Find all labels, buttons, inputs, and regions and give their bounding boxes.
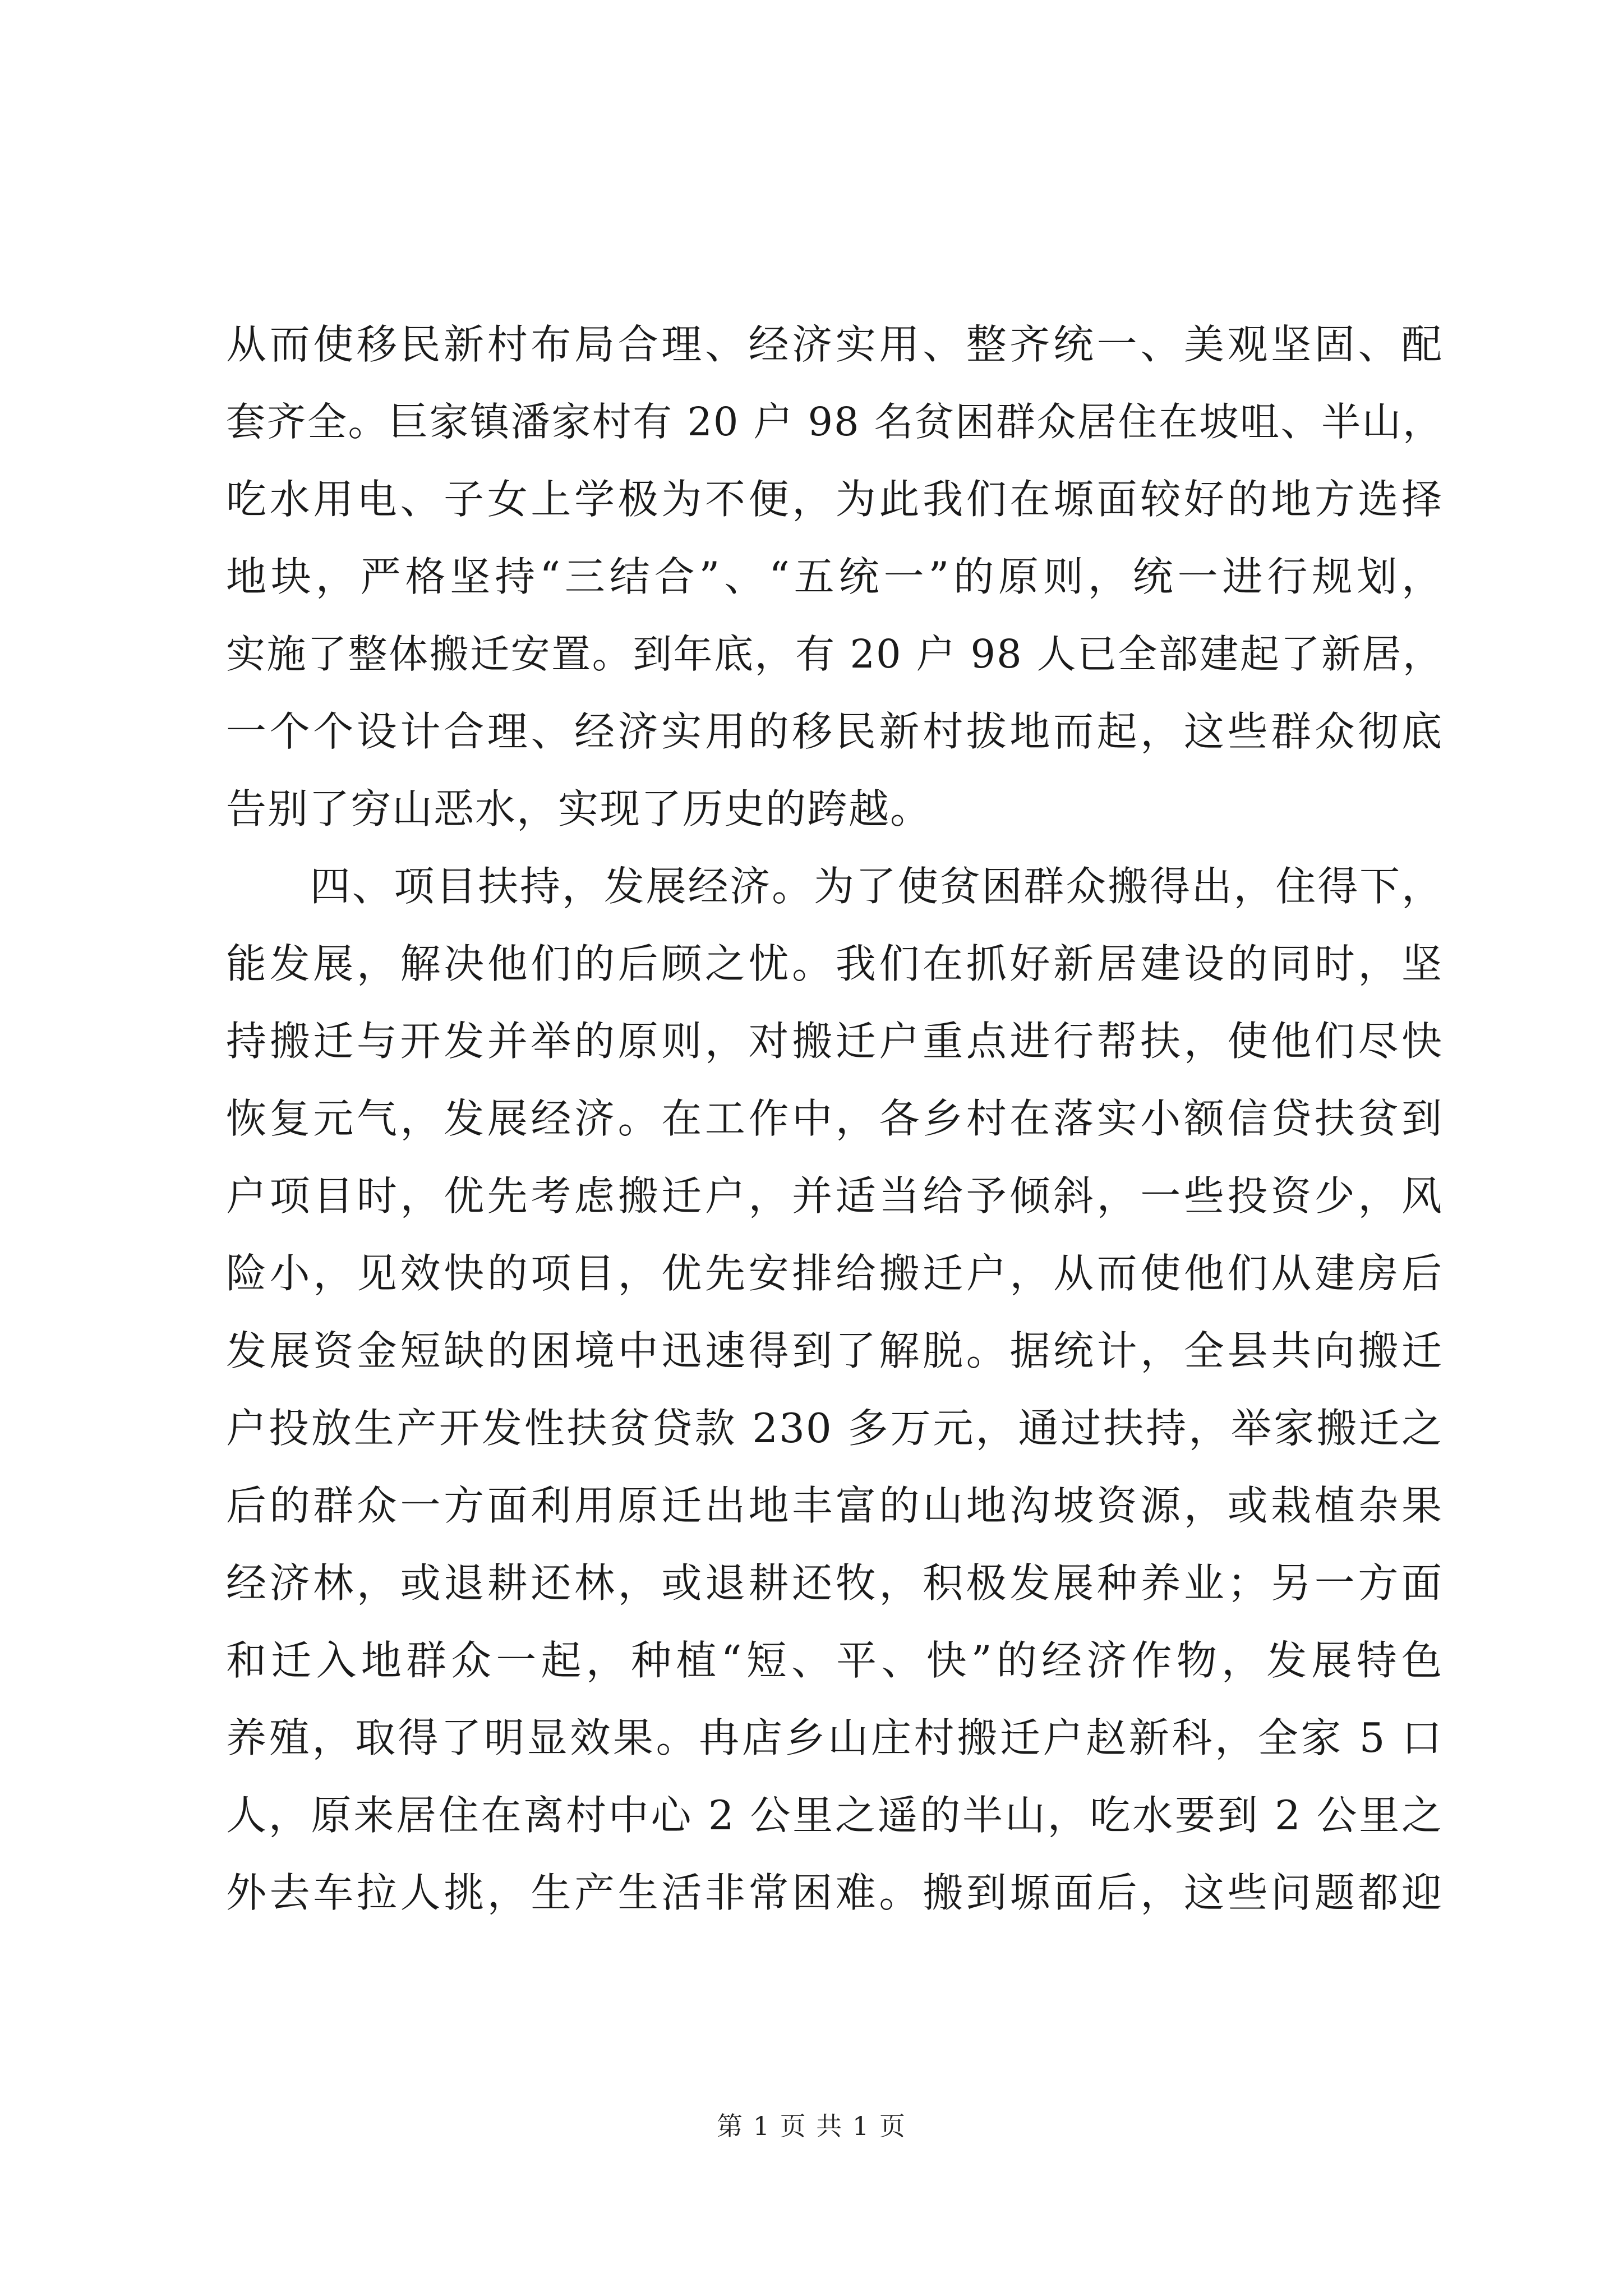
text-line: 四、项目扶持，发展经济。为了使贫困群众搬得出，住得下， <box>226 863 1443 910</box>
text-line: 后的群众一方面利用原迁出地丰富的山地沟坡资源，或栽植杂果 <box>226 1482 1443 1529</box>
text-line: 经济林，或退耕还林，或退耕还牧，积极发展种养业；另一方面 <box>226 1559 1443 1607</box>
text-line: 恢复元气，发展经济。在工作中，各乡村在落实小额信贷扶贫到 <box>226 1095 1443 1142</box>
text-line: 人，原来居住在离村中心 2 公里之遥的半山，吃水要到 2 公里之 <box>226 1792 1443 1839</box>
body-text <box>226 306 1443 1931</box>
page-footer: 第 1 页 共 1 页 <box>717 2111 906 2141</box>
text-line: 户项目时，优先考虑搬迁户，并适当给予倾斜，一些投资少，风 <box>226 1172 1443 1220</box>
text-line: 发展资金短缺的困境中迅速得到了解脱。据统计，全县共向搬迁 <box>226 1327 1443 1374</box>
text-line: 养殖，取得了明显效果。冉店乡山庄村搬迁户赵新科，全家 5 口 <box>226 1714 1443 1761</box>
text-line: 能发展，解决他们的后顾之忧。我们在抓好新居建设的同时，坚 <box>226 940 1443 987</box>
text-line: 实施了整体搬迁安置。到年底，有 20 户 98 人已全部建起了新居， <box>226 631 1443 677</box>
text-line: 从而使移民新村布局合理、经济实用、整齐统一、美观坚固、配 <box>226 321 1443 368</box>
text-line: 持搬迁与开发并举的原则，对搬迁户重点进行帮扶，使他们尽快 <box>226 1018 1443 1065</box>
text-line: 吃水用电、子女上学极为不便，为此我们在塬面较好的地方选择 <box>226 476 1443 523</box>
text-line: 一个个设计合理、经济实用的移民新村拔地而起，这些群众彻底 <box>226 708 1443 755</box>
text-line: 告别了穷山恶水，实现了历史的跨越。 <box>226 785 932 832</box>
text-line: 地块，严格坚持“三结合”、“五统一”的原则，统一进行规划， <box>226 553 1443 600</box>
text-line: 和迁入地群众一起，种植“短、平、快”的经济作物，发展特色 <box>226 1637 1443 1684</box>
text-line: 外去车拉人挑，生产生活非常困难。搬到塬面后，这些问题都迎 <box>226 1869 1443 1916</box>
text-line: 险小，见效快的项目，优先安排给搬迁户，从而使他们从建房后 <box>226 1250 1443 1297</box>
text-line: 套齐全。巨家镇潘家村有 20 户 98 名贫困群众居住在坡咀、半山， <box>226 399 1443 445</box>
text-line: 户投放生产开发性扶贫贷款 230 多万元，通过扶持，举家搬迁之 <box>226 1405 1443 1452</box>
